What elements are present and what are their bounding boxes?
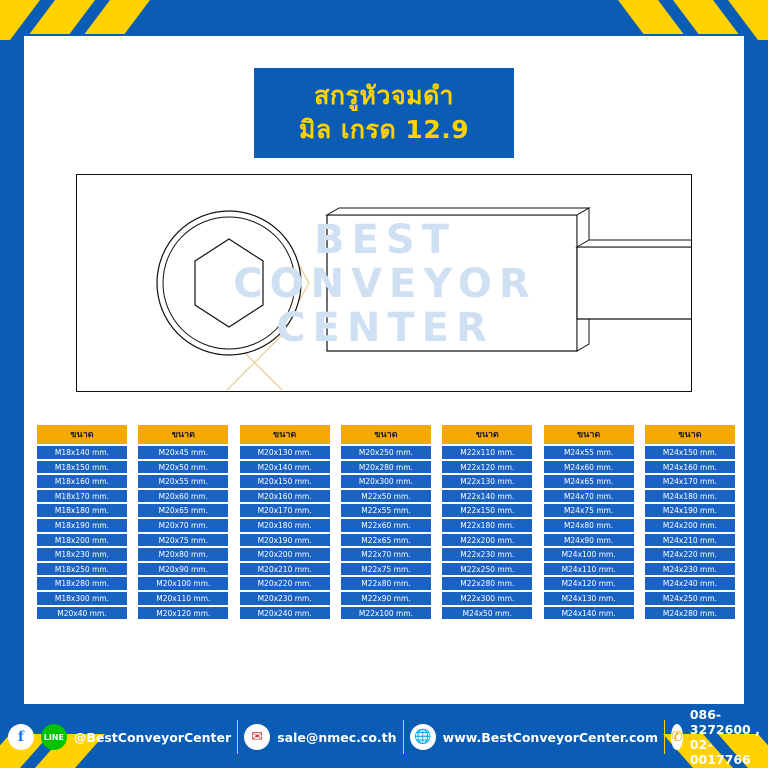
size-cell: M24x90 mm. bbox=[543, 533, 635, 548]
size-column bbox=[543, 424, 635, 640]
size-cell: M18x140 mm. bbox=[36, 445, 128, 460]
footer-phone[interactable] bbox=[671, 707, 768, 767]
size-cell: M20x40 mm. bbox=[36, 606, 128, 621]
size-cell: M18x230 mm. bbox=[36, 547, 128, 562]
size-cell: M24x130 mm. bbox=[543, 591, 635, 606]
size-cell: M24x250 mm. bbox=[644, 591, 736, 606]
footer-divider bbox=[237, 720, 238, 754]
line-icon: LINE bbox=[41, 724, 67, 750]
size-cell: M24x60 mm. bbox=[543, 460, 635, 475]
size-cell: M20x210 mm. bbox=[239, 562, 331, 577]
size-cell: M22x50 mm. bbox=[340, 489, 432, 504]
size-cell: M20x160 mm. bbox=[239, 489, 331, 504]
size-cell: M22x75 mm. bbox=[340, 562, 432, 577]
facebook-handle: @BestConveyorCenter bbox=[73, 729, 232, 745]
size-cell: M20x170 mm. bbox=[239, 503, 331, 518]
page-title-line-2: มิล เกรด 12.9 bbox=[298, 115, 470, 144]
size-cell: M24x240 mm. bbox=[644, 576, 736, 591]
size-cell: M22x65 mm. bbox=[340, 533, 432, 548]
size-cell: M20x220 mm. bbox=[239, 576, 331, 591]
size-cell: M24x200 mm. bbox=[644, 518, 736, 533]
size-cell: M20x130 mm. bbox=[239, 445, 331, 460]
size-cell: M22x55 mm. bbox=[340, 503, 432, 518]
size-cell: M22x280 mm. bbox=[441, 576, 533, 591]
size-cell: M24x110 mm. bbox=[543, 562, 635, 577]
column-header: ขนาด bbox=[644, 424, 736, 445]
website-url: www.BestConveyorCenter.com bbox=[442, 729, 659, 745]
size-column bbox=[441, 424, 533, 640]
size-cell: M22x120 mm. bbox=[441, 460, 533, 475]
size-cell: M20x150 mm. bbox=[239, 474, 331, 489]
size-cell: M20x75 mm. bbox=[137, 533, 229, 548]
size-cell: M24x75 mm. bbox=[543, 503, 635, 518]
size-cell: M18x200 mm. bbox=[36, 533, 128, 548]
footer-email[interactable] bbox=[244, 724, 396, 750]
size-cell: M20x50 mm. bbox=[137, 460, 229, 475]
size-cell: M24x140 mm. bbox=[543, 606, 635, 621]
size-cell: M18x160 mm. bbox=[36, 474, 128, 489]
mail-icon: ✉ bbox=[244, 724, 270, 750]
size-cell: M20x190 mm. bbox=[239, 533, 331, 548]
size-cell: M22x150 mm. bbox=[441, 503, 533, 518]
size-cell: M20x230 mm. bbox=[239, 591, 331, 606]
size-cell: M24x100 mm. bbox=[543, 547, 635, 562]
globe-icon: 🌐 bbox=[410, 724, 436, 750]
size-cell: M18x180 mm. bbox=[36, 503, 128, 518]
size-cell: M18x170 mm. bbox=[36, 489, 128, 504]
size-cell: M20x80 mm. bbox=[137, 547, 229, 562]
size-cell: M24x65 mm. bbox=[543, 474, 635, 489]
size-cell: M24x120 mm. bbox=[543, 576, 635, 591]
size-cell: M22x100 mm. bbox=[340, 606, 432, 621]
size-cell: M18x250 mm. bbox=[36, 562, 128, 577]
size-cell: M20x60 mm. bbox=[137, 489, 229, 504]
size-cell: M20x120 mm. bbox=[137, 606, 229, 621]
column-header: ขนาด bbox=[340, 424, 432, 445]
facebook-icon: f bbox=[8, 724, 34, 750]
footer-website[interactable] bbox=[410, 724, 658, 750]
size-cell: M18x190 mm. bbox=[36, 518, 128, 533]
size-cell: M18x280 mm. bbox=[36, 576, 128, 591]
size-cell: M20x140 mm. bbox=[239, 460, 331, 475]
column-header: ขนาด bbox=[36, 424, 128, 445]
size-cell: M24x150 mm. bbox=[644, 445, 736, 460]
size-cell: M20x70 mm. bbox=[137, 518, 229, 533]
size-cell: M24x70 mm. bbox=[543, 489, 635, 504]
size-table bbox=[36, 424, 736, 640]
size-cell: M20x250 mm. bbox=[340, 445, 432, 460]
size-column bbox=[644, 424, 736, 640]
size-cell: M22x300 mm. bbox=[441, 591, 533, 606]
column-header: ขนาด bbox=[239, 424, 331, 445]
size-cell: M22x110 mm. bbox=[441, 445, 533, 460]
size-cell: M22x230 mm. bbox=[441, 547, 533, 562]
size-cell: M20x200 mm. bbox=[239, 547, 331, 562]
size-cell: M20x55 mm. bbox=[137, 474, 229, 489]
page-title-line-1: สกรูหัวจมดำ bbox=[314, 81, 454, 110]
size-cell: M22x80 mm. bbox=[340, 576, 432, 591]
size-cell: M24x180 mm. bbox=[644, 489, 736, 504]
size-cell: M24x230 mm. bbox=[644, 562, 736, 577]
socket-head-cap-screw-drawing bbox=[77, 175, 691, 391]
email-address: sale@nmec.co.th bbox=[277, 729, 397, 745]
size-cell: M24x80 mm. bbox=[543, 518, 635, 533]
footer-facebook[interactable] bbox=[8, 724, 231, 750]
size-cell: M20x90 mm. bbox=[137, 562, 229, 577]
product-image-frame bbox=[76, 174, 692, 392]
size-cell: M18x150 mm. bbox=[36, 460, 128, 475]
column-header: ขนาด bbox=[137, 424, 229, 445]
phone-numbers: 086-3272600 , 02-0017766 bbox=[689, 707, 760, 767]
size-cell: M22x250 mm. bbox=[441, 562, 533, 577]
watermark-line-2: CONVEYOR bbox=[233, 261, 537, 307]
size-cell: M24x55 mm. bbox=[543, 445, 635, 460]
size-cell: M20x300 mm. bbox=[340, 474, 432, 489]
size-cell: M22x140 mm. bbox=[441, 489, 533, 504]
size-cell: M24x210 mm. bbox=[644, 533, 736, 548]
size-cell: M20x100 mm. bbox=[137, 576, 229, 591]
footer-contact-bar bbox=[0, 706, 768, 768]
size-cell: M20x280 mm. bbox=[340, 460, 432, 475]
phone-icon: ✆ bbox=[671, 724, 683, 750]
size-cell: M24x280 mm. bbox=[644, 606, 736, 621]
size-cell: M24x170 mm. bbox=[644, 474, 736, 489]
column-header: ขนาด bbox=[441, 424, 533, 445]
size-cell: M22x180 mm. bbox=[441, 518, 533, 533]
size-cell: M22x130 mm. bbox=[441, 474, 533, 489]
size-cell: M22x90 mm. bbox=[340, 591, 432, 606]
size-cell: M20x180 mm. bbox=[239, 518, 331, 533]
size-column bbox=[36, 424, 128, 640]
size-cell: M22x200 mm. bbox=[441, 533, 533, 548]
watermark-line-3: CENTER bbox=[276, 305, 494, 351]
size-column bbox=[340, 424, 432, 640]
footer-divider bbox=[403, 720, 404, 754]
watermark-line-1: BEST bbox=[314, 217, 456, 263]
size-cell: M22x60 mm. bbox=[340, 518, 432, 533]
size-cell: M20x45 mm. bbox=[137, 445, 229, 460]
size-cell: M20x65 mm. bbox=[137, 503, 229, 518]
size-cell: M20x240 mm. bbox=[239, 606, 331, 621]
size-column bbox=[239, 424, 331, 640]
size-cell: M24x190 mm. bbox=[644, 503, 736, 518]
size-cell: M24x50 mm. bbox=[441, 606, 533, 621]
size-cell: M20x110 mm. bbox=[137, 591, 229, 606]
footer-divider bbox=[664, 720, 665, 754]
size-cell: M22x70 mm. bbox=[340, 547, 432, 562]
size-cell: M24x160 mm. bbox=[644, 460, 736, 475]
page-title bbox=[254, 68, 514, 158]
size-cell: M18x300 mm. bbox=[36, 591, 128, 606]
column-header: ขนาด bbox=[543, 424, 635, 445]
size-column bbox=[137, 424, 229, 640]
size-cell: M24x220 mm. bbox=[644, 547, 736, 562]
